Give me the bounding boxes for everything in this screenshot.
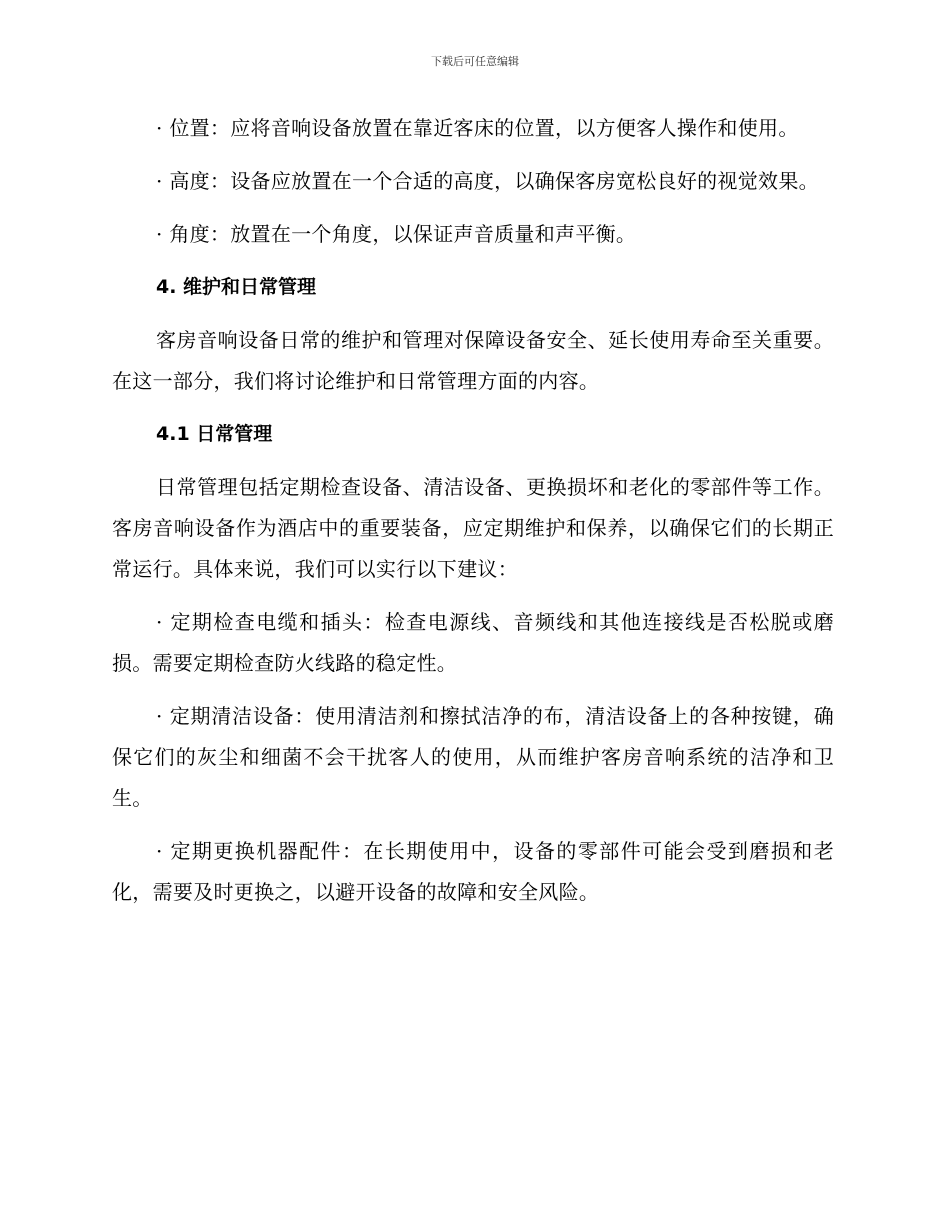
document-body <box>112 108 834 925</box>
section-heading-maintenance: 4. 维护和日常管理 <box>156 276 317 298</box>
bullet-angle: · 角度：放置在一个角度，以保证声音质量和声平衡。 <box>156 222 637 246</box>
paragraph-maintenance-intro: 客房音响设备日常的维护和管理对保障设备安全、延长使用寿命至关重要。在这一部分，我们将讨论维护和日常管理方面的内容。 <box>112 328 834 393</box>
bullet-position: · 位置：应将音响设备放置在靠近客床的位置，以方便客人操作和使用。 <box>156 116 799 140</box>
subsection-heading-daily-management: 4.1 日常管理 <box>156 423 273 445</box>
bullet-replace-parts: · 定期更换机器配件：在长期使用中，设备的零部件可能会受到磨损和老化，需要及时更换之，以避开设备的故障和安全风险。 <box>112 839 834 904</box>
paragraph-daily-management: 日常管理包括定期检查设备、清洁设备、更换损坏和老化的零部件等工作。客房音响设备作为酒店中的重要装备，应定期维护和保养，以确保它们的长期正常运行。具体来说，我们可以实行以下建议： <box>112 475 834 581</box>
bullet-clean-equipment: · 定期清洁设备：使用清洁剂和擦拭洁净的布，清洁设备上的各种按键，确保它们的灰尘和细菌不会干扰客人的使用，从而维护客房音响系统的洁净和卫生。 <box>112 704 834 810</box>
bullet-check-cables: · 定期检查电缆和插头：检查电源线、音频线和其他连接线是否松脱或磨损。需要定期检查防火线路的稳定性。 <box>112 610 834 675</box>
page-header: 下载后可任意编辑 <box>431 55 519 68</box>
bullet-height: · 高度：设备应放置在一个合适的高度，以确保客房宽松良好的视觉效果。 <box>156 169 819 193</box>
